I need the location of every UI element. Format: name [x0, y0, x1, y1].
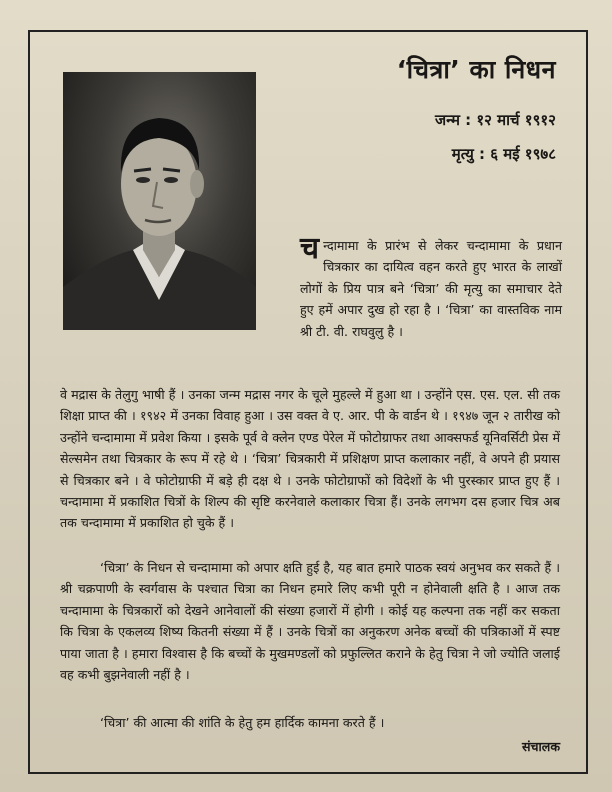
- paragraph-condolence: ‘चित्रा’ की आत्मा की शांति के हेतु हम हार्दिक कामना करते हैं ।: [100, 715, 385, 730]
- portrait-photo: [63, 72, 256, 330]
- paragraph-intro: [300, 231, 562, 342]
- death-date: मृत्यु : ६ मई १९७८: [451, 145, 556, 163]
- paragraph-intro-text: न्दामामा के प्रारंभ से लेकर चन्दामामा के प्रधान चित्रकार का दायित्व वहन करते हुए भारत के लाखों लोगों के प्रिय पात्र बने ‘चित्रा’ की मृत्यु का समाचार देते हुए हमें अपार दुख हो रहा है । ‘चित्रा’ का वास्तविक नाम श्री टी. वी. राघवुलु है ।: [300, 238, 562, 339]
- article-title: ‘चित्रा’ का निधन: [396, 55, 556, 84]
- drop-cap: च: [300, 231, 320, 266]
- birth-date: जन्म : १२ मार्च १९१२: [435, 111, 556, 129]
- signature: संचालक: [522, 739, 560, 754]
- paragraph-tribute: ‘चित्रा’ के निधन से चन्दामामा को अपार क्षति हुई है, यह बात हमारे पाठक स्वयं अनुभव कर सकते हैं । श्री चक्रपाणी के स्वर्गवास के पश्चात चित्रा का निधन हमारे लिए कभी पूरी न होनेवाली क्षति है । आज तक चन्दामामा के चित्रकारों को देखने आनेवालों की संख्या हजारों में होगी । कोई यह कल्पना तक नहीं कर सकता कि चित्रा के एकलव्य शिष्य कितनी संख्या में हैं । उनके चित्रों का अनुकरण अनेक बच्चों की पत्रिकाओं में स्पष्ट पाया जाता है । हमारा विश्वास है कि बच्चों के मुखमण्डलों को प्रफुल्लित कराने के हेतु चित्रा ने जो ज्योति जलाई वह कभी बुझनेवाली नहीं है ।: [60, 560, 560, 683]
- paragraph-biography: वे मद्रास के तेलुगु भाषी हैं । उनका जन्म मद्रास नगर के चूले मुहल्ले में हुआ था । उन्होंने एस. एस. एल. सी तक शिक्षा प्राप्त की । १९४२ में उनका विवाह हुआ । उस वक्त वे ए. आर. पी के वार्डन थे । १९४७ जून २ तारीख को उन्होंने चन्दामामा में प्रवेश किया । इसके पूर्व वे क्लेन एण्ड पेरेल में फोटोग्राफर तथा आक्सफर्ड यूनिवर्सिटी प्रेस में सेल्समेन तथा चित्रकार के रूप में रहे थे । ‘चित्रा’ चित्रकारी में प्रशिक्षण प्राप्त कलाकार नहीं, वे अपने ही प्रयास से चित्रकार बने । वे फोटोग्राफी में बड़े ही दक्ष थे । उनके फोटोग्राफों को विदेशों के भी पुरस्कार प्राप्त हुए हैं । चन्दामामा में प्रकाशित चित्रों के शिल्प की सृष्टि करनेवाले कलाकार चित्रा हैं। उनके लगभग दस हजार चित्र अब तक चन्दामामा में प्रकाशित हो चुके हैं ।: [60, 387, 560, 531]
